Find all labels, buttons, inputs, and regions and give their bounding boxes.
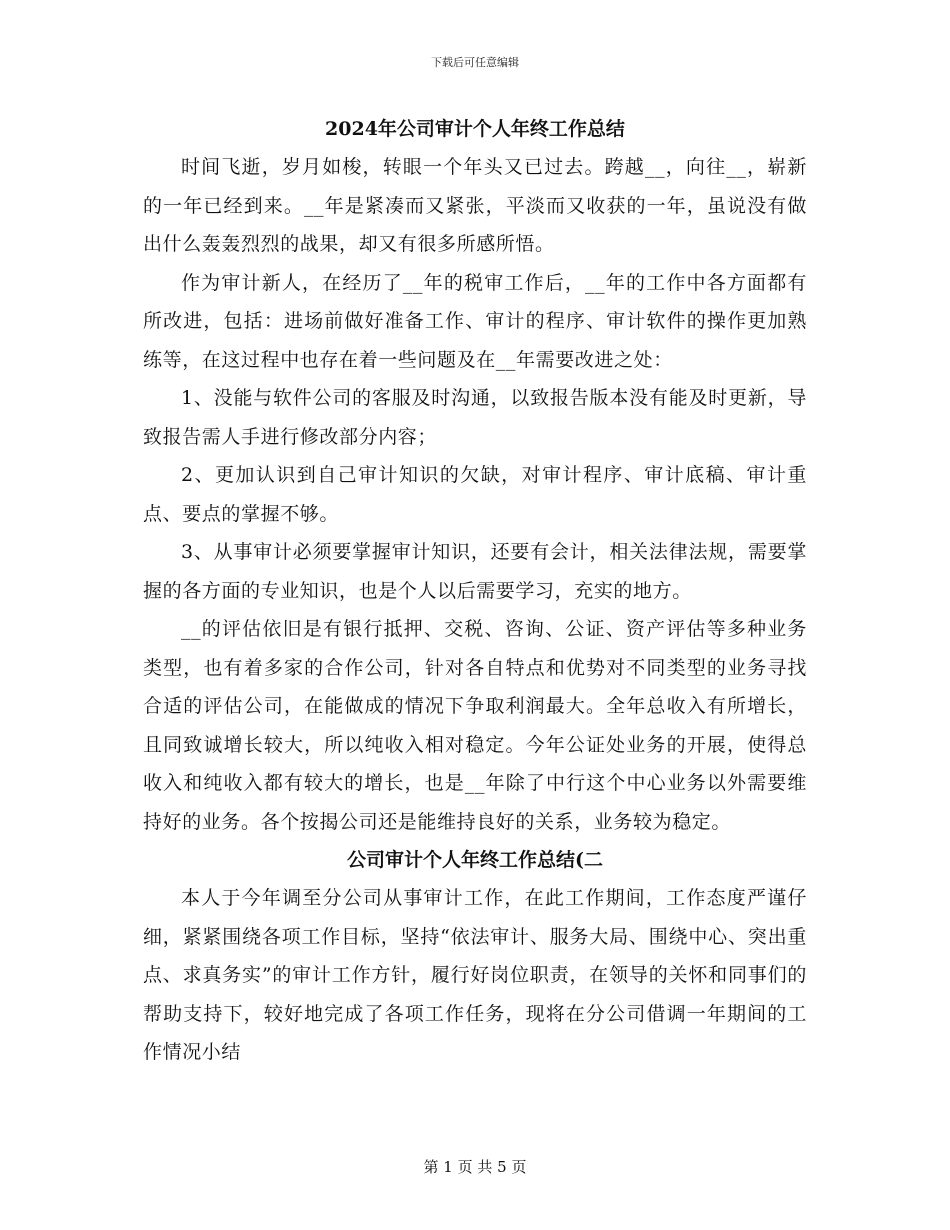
- section-title: 公司审计个人年终工作总结(二: [347, 849, 603, 871]
- page-number: 第 1 页 共 5 页: [423, 1158, 527, 1176]
- list-item: 3、从事审计必须要掌握审计知识，还要有会计，相关法律法规，需要掌握的各方面的专业知识，也是个人以后需要学习，充实的地方。: [143, 541, 807, 602]
- paragraph: 时间飞逝，岁月如梭，转眼一个年头又已过去。跨越__，向往__，崭新的一年已经到来。__年是紧凑而又紧张，平淡而又收获的一年，虽说没有做出什么轰轰烈烈的战果，却又有很多所感所悟。: [143, 156, 807, 255]
- list-item: 1、没能与软件公司的客服及时沟通，以致报告版本没有能及时更新，导致报告需人手进行修改部分内容；: [143, 387, 807, 448]
- header-note: 下载后可任意编辑: [431, 56, 519, 69]
- paragraph: __的评估依旧是有银行抵押、交税、咨询、公证、资产评估等多种业务类型，也有着多家的合作公司，针对各自特点和优势对不同类型的业务寻找合适的评估公司，在能做成的情况下争取利润最大。全年总收入有所增长，且同致诚增长较大，所以纯收入相对稳定。今年公证处业务的开展，使得总收入和纯收入都有较大的增长，也是__年除了中行这个中心业务以外需要维持好的业务。各个按揭公司还是能维持良好的关系，业务较为稳定。: [143, 618, 807, 833]
- document-body: [143, 110, 807, 1072]
- paragraph: 本人于今年调至分公司从事审计工作，在此工作期间，工作态度严谨仔细，紧紧围绕各项工作目标，坚持“依法审计、服务大局、围绕中心、突出重点、求真务实”的审计工作方针，履行好岗位职责，在领导的关怀和同事们的帮助支持下，较好地完成了各项工作任务，现将在分公司借调一年期间的工作情况小结: [143, 887, 807, 1063]
- list-item: 2、更加认识到自己审计知识的欠缺，对审计程序、审计底稿、审计重点、要点的掌握不够。: [143, 464, 807, 525]
- paragraph: 作为审计新人，在经历了__年的税审工作后，__年的工作中各方面都有所改进，包括：进场前做好准备工作、审计的程序、审计软件的操作更加熟练等，在这过程中也存在着一些问题及在__年需要改进之处：: [143, 271, 807, 371]
- document-title: 2024年公司审计个人年终工作总结: [325, 118, 625, 140]
